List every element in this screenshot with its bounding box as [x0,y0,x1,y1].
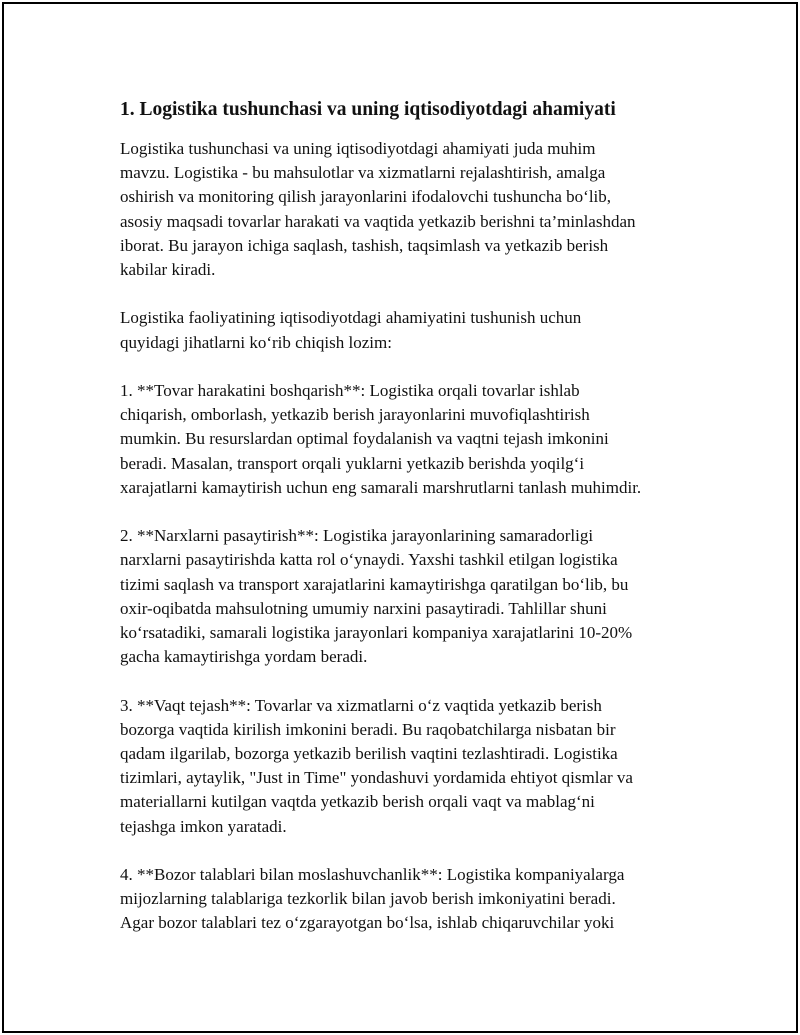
paragraph-item-4 [120,863,700,936]
text-line: tizimi saqlash va transport xarajatlarini kamaytirishga qaratilgan bo‘lib, bu [120,574,629,594]
text-line: beradi. Masalan, transport orqali yuklarni yetkazib berishda yoqilg‘i [120,453,585,473]
paragraph-item-2 [120,524,700,669]
text-line: ko‘rsatadiki, samarali logistika jarayonlari kompaniya xarajatlarini 10-20% [120,623,633,643]
paragraph-intro [120,137,700,282]
text-line: asosiy maqsadi tovarlar harakati va vaqtida yetkazib berishni ta’minlashdan [120,211,636,231]
text-line: Logistika faoliyatining iqtisodiyotdagi ahamiyatini tushunish uchun [120,308,582,328]
text-line: 2. **Narxlarni pasaytirish**: Logistika jarayonlarining samaradorligi [120,526,594,546]
text-line: bozorga vaqtida kirilish imkonini beradi. Bu raqobatchilarga nisbatan bir [120,719,616,739]
text-line: kabilar kiradi. [120,260,216,280]
text-line: 1. **Tovar harakatini boshqarish**: Logistika orqali tovarlar ishlab [120,381,580,400]
text-line: narxlarni pasaytirishda katta rol o‘ynaydi. Yaxshi tashkil etilgan logistika [120,550,618,570]
text-line: mijozlarning talablariga tezkorlik bilan javob berish imkoniyatini beradi. [120,889,616,909]
text-line: tejashga imkon yaratadi. [120,816,287,836]
text-line: 3. **Vaqt tejash**: Tovarlar va xizmatlarni o‘z vaqtida yetkazib berish [120,695,602,715]
page-frame [2,2,798,1033]
text-line: tizimlari, aytaylik, "Just in Time" yondashuvi yordamida ehtiyot qismlar va [120,768,633,788]
paragraph-aspects-intro [120,306,700,354]
text-line: iborat. Bu jarayon ichiga saqlash, tashish, taqsimlash va yetkazib berish [120,235,609,255]
text-line: materiallarni kutilgan vaqtda yetkazib berish orqali vaqt va mablag‘ni [120,792,595,812]
text-line: chiqarish, omborlash, yetkazib berish jarayonlarini muvofiqlashtirish [120,405,590,425]
section-heading: 1. Logistika tushunchasi va uning iqtisodiyotdagi ahamiyati [120,99,616,120]
text-line: 4. **Bozor talablari bilan moslashuvchanlik**: Logistika kompaniyalarga [120,865,625,885]
paragraph-item-1 [120,379,700,500]
text-line: mavzu. Logistika - bu mahsulotlar va xizmatlarni rejalashtirish, amalga [120,163,606,183]
paragraph-item-3 [120,694,700,839]
text-line: qadam ilgarilab, bozorga yetkazib berilish vaqtini tezlashtiradi. Logistika [120,744,618,764]
text-line: gacha kamaytirishga yordam beradi. [120,647,368,667]
document-body [120,97,700,960]
text-line: Logistika tushunchasi va uning iqtisodiyotdagi ahamiyati juda muhim [120,139,596,158]
text-line: xarajatlarni kamaytirish uchun eng samarali marshrutlarni tanlash muhimdir. [120,477,642,497]
text-line: oshirish va monitoring qilish jarayonlarini ifodalovchi tushuncha bo‘lib, [120,187,612,207]
text-line: Agar bozor talablari tez o‘zgarayotgan bo‘lsa, ishlab chiqaruvchilar yoki [120,913,615,933]
text-line: quyidagi jihatlarni ko‘rib chiqish lozim: [120,332,392,352]
text-line: oxir-oqibatda mahsulotning umumiy narxini pasaytiradi. Tahlillar shuni [120,598,607,618]
text-line: mumkin. Bu resurslardan optimal foydalanish va vaqtni tejash imkonini [120,429,609,449]
